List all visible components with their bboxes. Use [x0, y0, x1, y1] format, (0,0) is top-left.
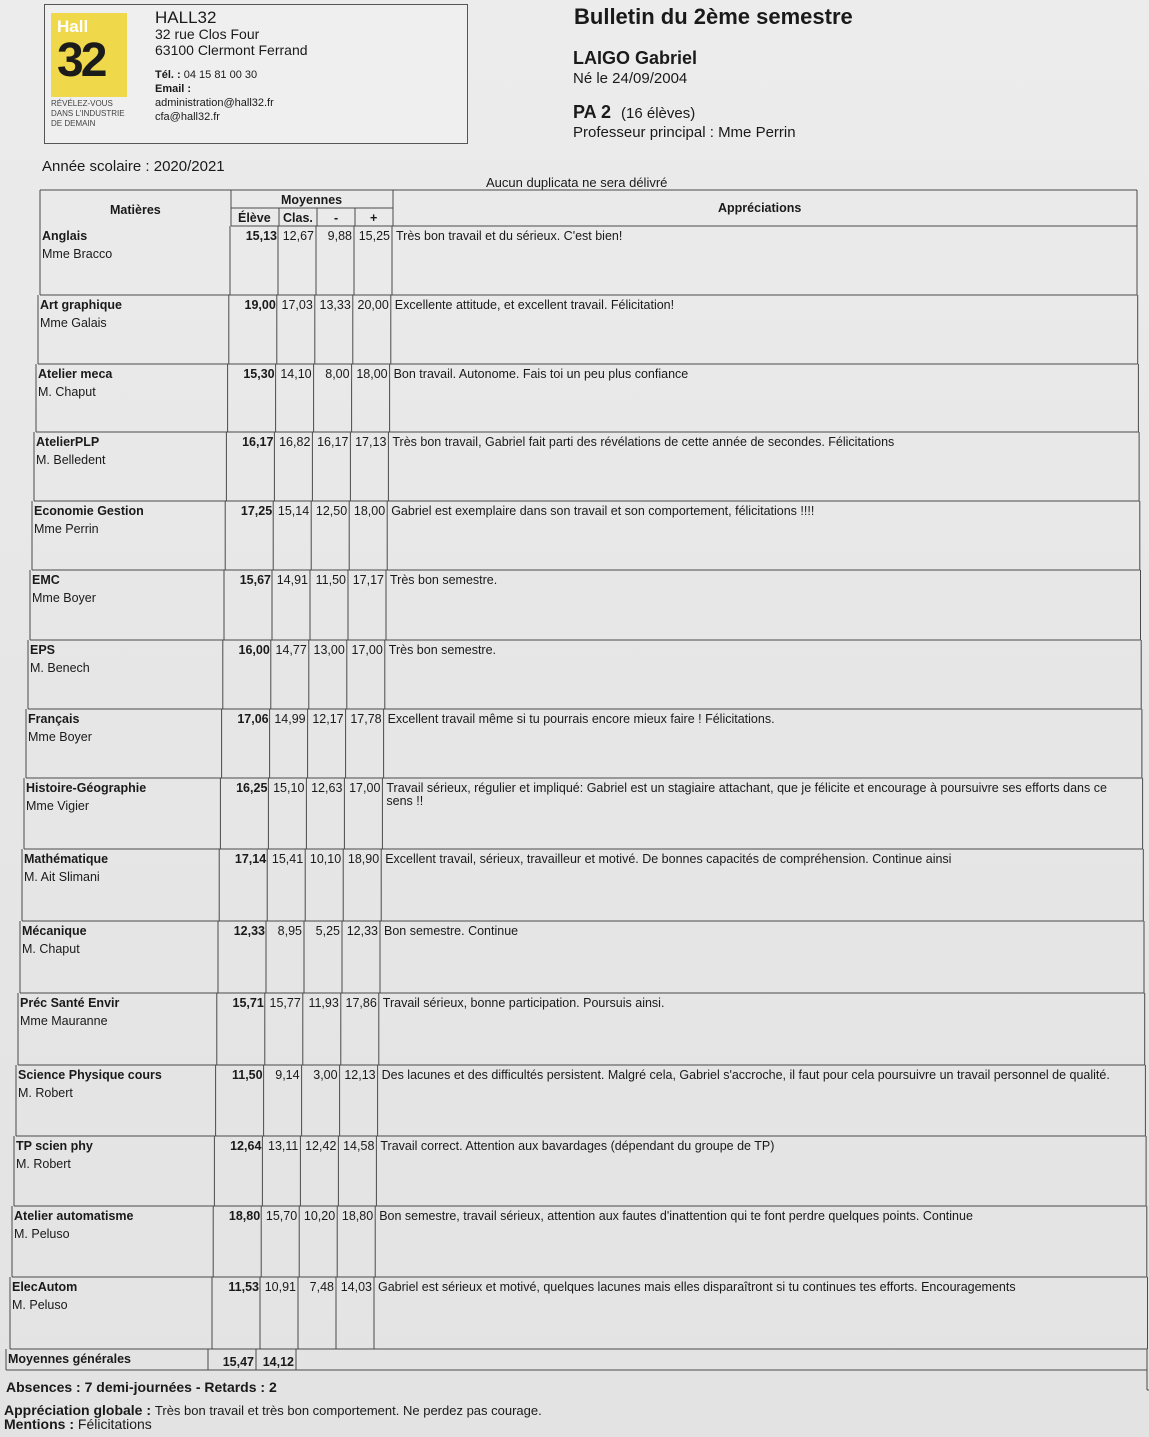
class-average: 14,77 — [275, 643, 307, 657]
min-average: 13,33 — [319, 298, 351, 312]
student-average: 19,00 — [244, 298, 276, 312]
class-average: 8,95 — [277, 924, 302, 938]
teacher-comment: Très bon semestre. — [390, 573, 498, 587]
tagline-line: RÉVÉLEZ-VOUS — [51, 99, 113, 108]
student-average: 17,14 — [234, 852, 267, 866]
subject-name: Mécanique — [22, 924, 87, 938]
class-name: PA 2 — [573, 102, 612, 122]
teacher-name: M. Chaput — [22, 942, 80, 956]
tagline-line: DE DEMAIN — [51, 119, 96, 128]
max-average: 12,33 — [346, 924, 378, 938]
teacher-name: Mme Vigier — [26, 799, 89, 813]
class-average: 13,11 — [268, 1139, 299, 1153]
subject-name: Histoire-Géographie — [26, 781, 147, 795]
subject-name: EMC — [32, 573, 60, 587]
email-1: administration@hall32.fr — [155, 97, 274, 109]
teacher-name: M. Peluso — [12, 1298, 68, 1312]
tagline-line: DANS L'INDUSTRIE — [51, 109, 125, 118]
teacher-comment: Gabriel est sérieux et motivé, quelques lacunes mais elles disparaîtront si tu continues tes efforts. Encouragements — [378, 1280, 1016, 1294]
teacher-comment: Bon travail. Autonome. Fais toi un peu plus confiance — [393, 367, 689, 381]
main-teacher: Professeur principal : Mme Perrin — [573, 124, 796, 141]
header-min: - — [334, 211, 339, 225]
class-average: 17,03 — [281, 298, 313, 312]
student-average: 11,50 — [232, 1068, 263, 1082]
student-birth: Né le 24/09/2004 — [573, 70, 688, 87]
subject-name: Atelier meca — [38, 367, 113, 381]
general-average-label: Moyennes générales — [8, 1352, 131, 1366]
mentions-text: Félicitations — [77, 1416, 152, 1432]
header-averages: Moyennes — [281, 193, 343, 207]
teacher-comment: Excellente attitude, et excellent travail. Félicitation! — [394, 298, 675, 312]
min-average: 12,63 — [311, 781, 343, 795]
teacher-comment: Travail sérieux, bonne participation. Poursuis ainsi. — [382, 996, 665, 1010]
teacher-comment: Des lacunes et des difficultés persistent. Malgré cela, Gabriel s'accroche, il faut pour cela poursuivre un travail personnel de qualité. — [381, 1068, 1110, 1082]
teacher-comment: Excellent travail même si tu pourrais encore mieux faire ! Félicitations. — [387, 712, 775, 726]
school-address1: 32 rue Clos Four — [155, 26, 260, 42]
teacher-comment: Très bon semestre. — [388, 643, 497, 657]
max-average: 17,13 — [355, 435, 387, 449]
teacher-comment: Très bon travail, Gabriel fait parti des révélations de cette année de secondes. Félicitations — [392, 435, 895, 449]
tel-label: Tél. : — [155, 69, 181, 81]
student-average: 17,06 — [237, 712, 269, 726]
min-average: 13,00 — [313, 643, 345, 657]
class-average: 12,67 — [282, 229, 314, 243]
class-average: 10,91 — [264, 1280, 296, 1294]
global-appreciation-text: Très bon travail et très bon comportement. Ne perdez pas courage. — [154, 1403, 542, 1418]
max-average: 17,00 — [351, 643, 383, 657]
header-comments: Appréciations — [718, 201, 802, 215]
school-address2: 63100 Clermont Ferrand — [155, 42, 308, 58]
student-average: 16,00 — [238, 643, 270, 657]
student-average: 15,67 — [239, 573, 271, 587]
class-average: 15,70 — [265, 1209, 298, 1223]
subject-name: Atelier automatisme — [14, 1209, 134, 1223]
teacher-name: Mme Mauranne — [20, 1014, 108, 1028]
teacher-name: Mme Bracco — [42, 247, 113, 261]
teacher-name: Mme Boyer — [28, 730, 92, 744]
max-average: 18,00 — [353, 504, 386, 518]
duplicata-notice: Aucun duplicata ne sera délivré — [486, 175, 668, 190]
max-average: 14,58 — [343, 1139, 375, 1153]
class-average: 15,77 — [269, 996, 301, 1010]
class-average: 16,82 — [279, 435, 311, 449]
teacher-comment: Bon semestre, travail sérieux, attention aux fautes d'inattention qui te font perdre quelques points. Continue — [379, 1209, 973, 1223]
header-max: + — [370, 211, 378, 225]
subject-name: Economie Gestion — [34, 504, 144, 518]
subject-name: TP scien phy — [16, 1139, 93, 1153]
teacher-name: M. Ait Slimani — [24, 870, 100, 884]
subject-name: Préc Santé Envir — [20, 996, 120, 1010]
class-average: 14,99 — [274, 712, 306, 726]
min-average: 3,00 — [313, 1068, 338, 1082]
student-average: 15,13 — [245, 229, 277, 243]
class-average: 15,14 — [277, 504, 310, 518]
class-average: 9,14 — [275, 1068, 300, 1082]
mentions — [4, 1416, 152, 1432]
class-count: (16 élèves) — [621, 105, 696, 122]
general-average-class: 14,12 — [262, 1355, 294, 1369]
class-average: 14,91 — [276, 573, 308, 587]
email-label: Email : — [155, 83, 192, 95]
teacher-name: M. Robert — [16, 1157, 71, 1171]
logo-hall-text: Hall — [57, 17, 89, 36]
subject-name: Français — [28, 712, 80, 726]
teacher-comment: Bon semestre. Continue — [384, 924, 519, 938]
school-year: Année scolaire : 2020/2021 — [42, 158, 225, 175]
student-average: 15,30 — [243, 367, 275, 381]
student-average: 16,25 — [236, 781, 268, 795]
teacher-comment: Gabriel est exemplaire dans son travail et son comportement, félicitations !!!! — [391, 504, 815, 518]
min-average: 12,50 — [315, 504, 348, 518]
student-name: LAIGO Gabriel — [573, 48, 698, 68]
min-average: 11,93 — [308, 996, 339, 1010]
max-average: 15,25 — [358, 229, 390, 243]
header-class: Clas. — [283, 211, 313, 225]
teacher-name: M. Chaput — [38, 385, 96, 399]
subject-name: Science Physique cours — [18, 1068, 162, 1082]
class-average: 14,10 — [280, 367, 312, 381]
header-student: Élève — [238, 211, 271, 225]
student-average: 16,17 — [242, 435, 274, 449]
teacher-name: M. Benech — [30, 661, 90, 675]
teacher-name: M. Robert — [18, 1086, 73, 1100]
subject-name: Anglais — [42, 229, 88, 243]
min-average: 12,42 — [305, 1139, 337, 1153]
school-name: HALL32 — [155, 8, 217, 27]
teacher-comment: Travail correct. Attention aux bavardages (dépendant du groupe de TP) — [380, 1139, 775, 1153]
min-average: 12,17 — [312, 712, 344, 726]
max-average: 14,03 — [340, 1280, 372, 1294]
student-average: 18,80 — [228, 1209, 261, 1223]
student-average: 12,64 — [230, 1139, 262, 1153]
bulletin-title: Bulletin du 2ème semestre — [574, 4, 853, 29]
max-average: 17,86 — [345, 996, 377, 1010]
teacher-comment: Excellent travail, sérieux, travailleur et motivé. De bonnes capacités de compréhension. Continue ainsi — [385, 852, 952, 866]
min-average: 10,20 — [303, 1209, 336, 1223]
max-average: 17,78 — [350, 712, 382, 726]
student-average: 12,33 — [233, 924, 265, 938]
max-average: 17,00 — [349, 781, 381, 795]
student-average: 11,53 — [228, 1280, 259, 1294]
min-average: 16,17 — [317, 435, 349, 449]
max-average: 17,17 — [352, 573, 384, 587]
logo-number: 32 — [57, 34, 105, 87]
teacher-comment: Très bon travail et du sérieux. C'est bien! — [396, 229, 623, 243]
student-average: 15,71 — [232, 996, 264, 1010]
student-average: 17,25 — [240, 504, 273, 518]
tel-value: 04 15 81 00 30 — [183, 69, 258, 81]
subject-name: ElecAutom — [12, 1280, 78, 1294]
teacher-name: Mme Galais — [40, 316, 107, 330]
class-average: 15,10 — [273, 781, 305, 795]
absences — [6, 1379, 277, 1395]
header-subject: Matières — [110, 203, 161, 217]
teacher-name: Mme Boyer — [32, 591, 96, 605]
subject-name: EPS — [30, 643, 56, 657]
min-average: 11,50 — [315, 573, 346, 587]
absences-text: Absences : 7 demi-journées - Retards : 2 — [6, 1379, 277, 1395]
global-appreciation-label: Appréciation globale : — [4, 1402, 152, 1418]
max-average: 18,80 — [341, 1209, 374, 1223]
max-average: 20,00 — [357, 298, 389, 312]
teacher-name: Mme Perrin — [34, 522, 99, 536]
min-average: 8,00 — [325, 367, 350, 381]
email-2: cfa@hall32.fr — [155, 111, 220, 123]
general-average-student: 15,47 — [222, 1355, 254, 1369]
teacher-comment: Travail sérieux, régulier et impliqué: Gabriel est un stagiaire attachant, que je félicite et encourage à poursuivre ses efforts dans ce sens !! — [386, 781, 1107, 808]
min-average: 5,25 — [315, 924, 340, 938]
teacher-name: M. Peluso — [14, 1227, 70, 1241]
class-average: 15,41 — [271, 852, 304, 866]
min-average: 7,48 — [309, 1280, 334, 1294]
teacher-name: M. Belledent — [36, 453, 106, 467]
max-average: 18,00 — [356, 367, 388, 381]
min-average: 9,88 — [327, 229, 352, 243]
max-average: 12,13 — [344, 1068, 376, 1082]
mentions-label: Mentions : — [4, 1416, 74, 1432]
subject-name: Mathématique — [24, 852, 109, 866]
subject-name: AtelierPLP — [36, 435, 100, 449]
min-average: 10,10 — [309, 852, 342, 866]
subject-name: Art graphique — [40, 298, 122, 312]
max-average: 18,90 — [347, 852, 380, 866]
